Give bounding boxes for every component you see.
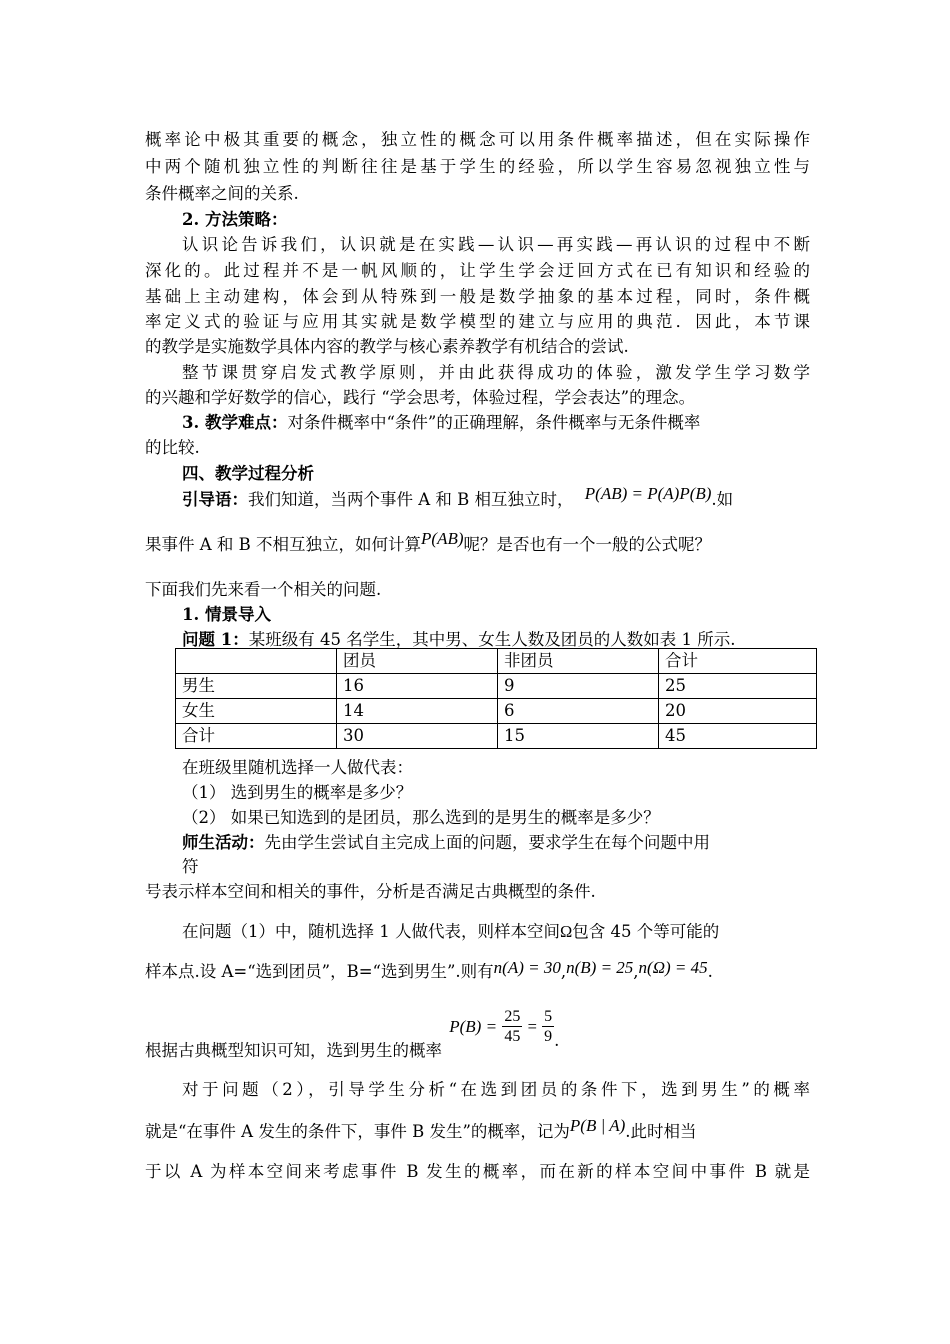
formula-conditional: P(B | A) — [569, 1116, 626, 1135]
paragraph-line: 号表示样本空间和相关的事件，分析是否满足古典概型的条件. — [145, 882, 596, 901]
section-heading-scenario — [182, 601, 271, 625]
paragraph-line: 对于问题（2），引导学生分析“在选到团员的条件下，选到男生”的概率 — [182, 1080, 810, 1099]
table-cell: 25 — [659, 674, 817, 699]
table-cell: 合计 — [176, 724, 337, 749]
section-heading-method — [182, 206, 287, 230]
question-1 — [182, 626, 735, 650]
question-text: 某班级有 45 名学生，其中男、女生人数及团员的人数如表 1 所示. — [248, 630, 736, 649]
heading-text: 四、教学过程分析 — [182, 464, 314, 483]
heading-label: 3. 教学难点： — [182, 413, 288, 432]
fraction-5-9 — [542, 1008, 554, 1047]
paragraph-line: 整节课贯穿启发式教学原则，并由此获得成功的体验，激发学生学习数学 — [182, 363, 810, 382]
formula-nOmega: n(Ω) = 45 — [638, 958, 708, 977]
question-label: 问题 1： — [182, 630, 249, 649]
table-cell: 15 — [498, 724, 659, 749]
table-cell: 6 — [498, 699, 659, 724]
text: .此时相当 — [625, 1122, 697, 1141]
formula-pab: P(AB) — [421, 529, 464, 548]
fraction-numerator: 25 — [504, 1008, 521, 1025]
paragraph-line: 于以 A 为样本空间来考虑事件 B 发生的概率，而在新的样本空间中事件 B 就是 — [145, 1162, 810, 1181]
fraction-denominator: 45 — [504, 1028, 521, 1045]
sub-question-1: （1） 选到男生的概率是多少？ — [182, 783, 413, 802]
table-row — [176, 674, 817, 699]
fraction-25-45 — [502, 1008, 522, 1047]
paragraph-line: 认识论告诉我们，认识就是在实践—认识—再实践—再认识的过程中不断 — [182, 235, 810, 254]
table-cell: 团员 — [337, 649, 498, 674]
text: 在问题（1）中，随机选择 1 人做代表，则样本空间 — [182, 922, 560, 941]
text: 就是“在事件 A 发生的条件下，事件 B 发生”的概率，记为 — [145, 1122, 570, 1141]
table-cell: 45 — [659, 724, 817, 749]
formula-nA: n(A) = 30 — [493, 958, 561, 977]
intro-text: 我们知道，当两个事件 A 和 B 相互独立时， — [248, 490, 574, 509]
probability-line: 根据古典概型知识可知，选到男生的概率 P(B) = $\frac{25}{45}$ = $\frac{5}{9}$ . — [145, 1008, 560, 1060]
activity-text: 先由学生尝试自主完成上面的问题，要求学生在每个问题中用 — [264, 833, 710, 852]
paragraph-line: 在班级里随机选择一人做代表： — [182, 758, 413, 777]
fraction-numerator: 5 — [544, 1008, 553, 1025]
paragraph-line — [145, 531, 711, 555]
activity-label: 师生活动： — [182, 833, 265, 852]
paragraph-line: 概率论中极其重要的概念，独立性的概念可以用条件概率描述，但在实际操作 — [145, 130, 810, 149]
text: 根据古典概型知识可知，选到男生的概率 — [145, 1041, 442, 1060]
section-heading-difficulty — [182, 409, 700, 433]
table-cell: 女生 — [176, 699, 337, 724]
text: 果事件 A 和 B 不相互独立，如何计算 — [145, 535, 422, 554]
formula-independence: P(AB) = P(A)P(B) — [584, 484, 712, 503]
table-cell — [176, 649, 337, 674]
section-heading-process — [182, 460, 314, 484]
table-cell: 非团员 — [498, 649, 659, 674]
table-cell: 16 — [337, 674, 498, 699]
intro-line — [182, 486, 733, 510]
paragraph-line: 基础上主动建构，体会到从特殊到一般是数学抽象的基本过程，同时，条件概 — [145, 287, 810, 306]
table-header-row — [176, 649, 817, 674]
table-cell: 30 — [337, 724, 498, 749]
sub-question-2: （2） 如果已知选到的是团员，那么选到的是男生的概率是多少？ — [182, 808, 660, 827]
text: 呢？是否也有一个一般的公式呢？ — [463, 535, 712, 554]
paragraph-line: 率定义式的验证与应用其实就是数学模型的建立与应用的典范．因此，本节课 — [145, 312, 810, 331]
paragraph-line: 样本点.设 A=“选到团员”，B=“选到男生”.则有n(A) = 30,n(B) = 25,n(Ω) = 45. — [145, 958, 713, 981]
text: 样本点.设 A=“选到团员”，B=“选到男生”.则有 — [145, 962, 494, 981]
paragraph-line: 的兴趣和学好数学的信心，践行 “学会思考，体验过程，学会表达”的理念。 — [145, 388, 696, 407]
heading-text: 2. 方法策略： — [182, 210, 288, 229]
paragraph-line: 深化的。此过程并不是一帆风顺的，让学生学会迂回方式在已有知识和经验的 — [145, 261, 810, 280]
text: 包含 45 个等可能的 — [572, 922, 720, 941]
paragraph-line — [182, 918, 719, 942]
heading-text: 1. 情景导入 — [182, 605, 271, 624]
equals-sign: = — [527, 1017, 537, 1036]
intro-label: 引导语： — [182, 490, 248, 509]
intro-after: .如 — [711, 490, 734, 509]
table-cell: 合计 — [659, 649, 817, 674]
formula-pb-lhs: P(B) = — [449, 1017, 498, 1036]
formula-nB: n(B) = 25 — [566, 958, 634, 977]
table-cell: 14 — [337, 699, 498, 724]
table-cell: 20 — [659, 699, 817, 724]
paragraph-line: 符 — [182, 857, 199, 876]
data-table — [175, 648, 817, 749]
table-row — [176, 699, 817, 724]
paragraph-line: 的比较. — [145, 438, 200, 457]
fraction-denominator: 9 — [544, 1028, 553, 1045]
paragraph-line — [145, 1118, 697, 1142]
activity-line — [182, 829, 710, 853]
paragraph-line: 中两个随机独立性的判断往往是基于学生的经验，所以学生容易忽视独立性与 — [145, 157, 810, 176]
table-row — [176, 724, 817, 749]
heading-text: 对条件概率中“条件”的正确理解，条件概率与无条件概率 — [287, 413, 701, 432]
table-cell: 9 — [498, 674, 659, 699]
omega-symbol: Ω — [560, 922, 573, 941]
paragraph-line: 条件概率之间的关系. — [145, 184, 299, 203]
paragraph-line: 下面我们先来看一个相关的问题. — [145, 580, 382, 599]
table-cell: 男生 — [176, 674, 337, 699]
paragraph-line: 的教学是实施数学具体内容的教学与核心素养教学有机结合的尝试. — [145, 337, 629, 356]
